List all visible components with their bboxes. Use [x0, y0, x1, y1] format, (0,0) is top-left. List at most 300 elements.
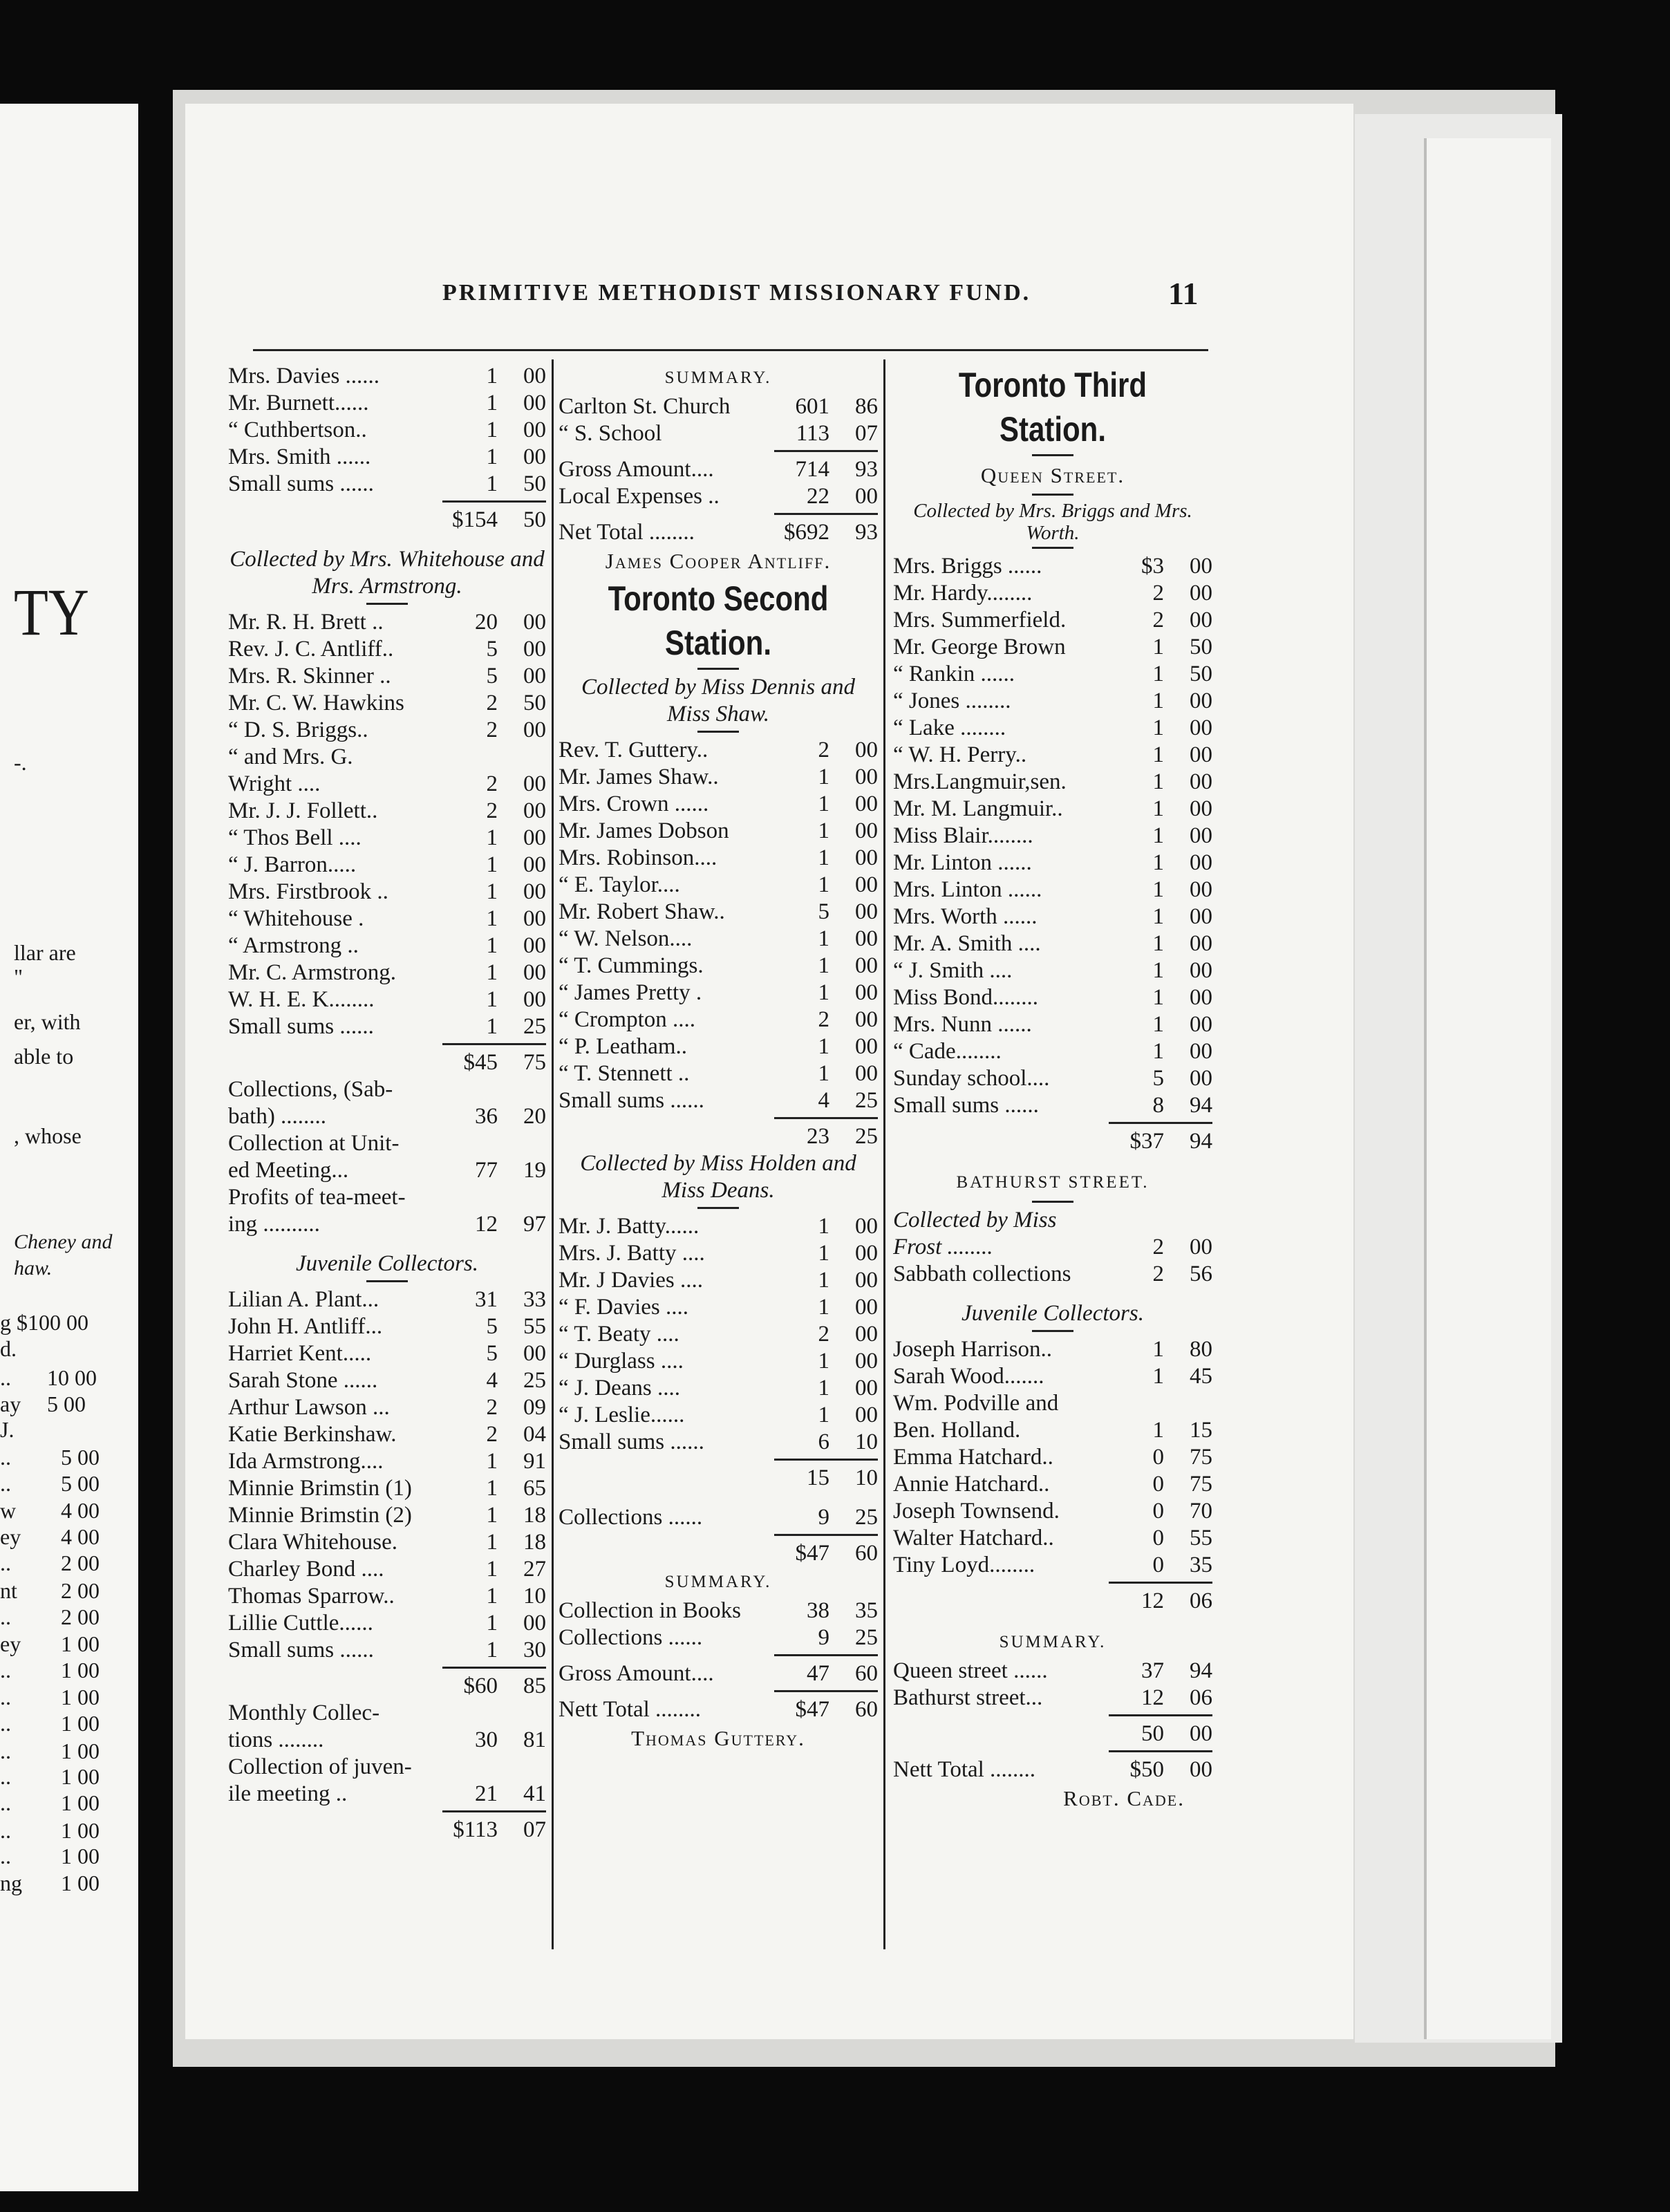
left-page-text: ..: [0, 1764, 11, 1789]
left-page-amount: 1 00: [61, 1658, 100, 1683]
entry-label: “ J. Deans ....: [559, 1376, 680, 1400]
amount-cents: 10: [855, 1465, 878, 1490]
amount-dollars: 1: [818, 980, 829, 1005]
entry-label: Tiny Loyd........: [893, 1553, 1035, 1577]
ledger-row: [228, 1421, 546, 1448]
entry-label: ed Meeting...: [228, 1158, 349, 1183]
collector-note: Collected by Miss Dennis and Miss Shaw.: [581, 675, 855, 727]
entry-label: Small sums ......: [559, 1430, 704, 1454]
street-heading: Queen Street.: [980, 463, 1125, 487]
sum-rule: [442, 1810, 546, 1812]
ledger-row: [893, 1092, 1212, 1119]
ledger-row: [893, 688, 1212, 715]
left-page-text: g $100 00: [0, 1310, 88, 1335]
entry-label: “ J. Smith ....: [893, 958, 1013, 983]
amount-cents: 60: [855, 1541, 878, 1566]
amount-cents: 00: [855, 872, 878, 897]
amount-cents: 86: [855, 394, 878, 419]
amount-cents: 00: [855, 980, 878, 1005]
entry-label: Mr. J. J. Follett..: [228, 798, 378, 823]
sum-rule: [1109, 1750, 1212, 1752]
amount-dollars: 20: [475, 610, 498, 635]
amount-dollars: 714: [795, 457, 829, 482]
signature: Robt. Cade.: [1063, 1786, 1185, 1810]
entry-label: Mr. Burnett......: [228, 391, 369, 415]
amount-dollars: 4: [486, 1368, 498, 1393]
entry-label: Mr. Robert Shaw..: [559, 899, 725, 924]
ledger-row: [559, 1294, 878, 1321]
ledger-row: [559, 872, 878, 899]
left-page-text: , whose: [14, 1123, 82, 1148]
amount-dollars: 6: [818, 1430, 829, 1454]
entry-label: Carlton St. Church: [559, 394, 731, 419]
ledger-row: [893, 1756, 1212, 1783]
amount-cents: 09: [523, 1395, 546, 1420]
ledger-row: [228, 444, 546, 471]
street-heading: BATHURST STREET.: [956, 1173, 1150, 1192]
amount-dollars: 2: [1152, 581, 1164, 606]
entry-label: Mr. James Dobson: [559, 818, 729, 843]
ledger-row: [893, 661, 1212, 688]
amount-cents: 00: [523, 852, 546, 877]
amount-dollars: 1: [486, 444, 498, 469]
ledger-row: [559, 483, 878, 510]
left-page-amount: 4 00: [61, 1498, 100, 1523]
amount-dollars: 1: [818, 845, 829, 870]
ledger-row: [559, 1321, 878, 1348]
entry-label: Mr. C. Armstrong.: [228, 960, 396, 985]
amount-cents: 91: [523, 1449, 546, 1474]
entry-label: Collections, (Sab-: [228, 1077, 393, 1102]
amount-cents: 00: [1190, 796, 1212, 821]
amount-dollars: 1: [486, 364, 498, 388]
ledger-row: [559, 1087, 878, 1114]
ledger-row: [893, 1261, 1212, 1288]
ledger-row: [559, 818, 878, 845]
amount-dollars: 23: [807, 1124, 829, 1149]
amount-dollars: 15: [807, 1465, 829, 1490]
amount-cents: 00: [855, 1295, 878, 1320]
ledger-row: [228, 417, 546, 444]
ledger-row: [228, 1502, 546, 1529]
signature: Thomas Guttery.: [631, 1726, 805, 1750]
amount-dollars: $47: [795, 1697, 829, 1722]
left-page-text: ..: [0, 1550, 11, 1575]
entry-label: “ Armstrong ..: [228, 933, 359, 958]
ledger-row: [559, 1624, 878, 1651]
amount-cents: 00: [523, 933, 546, 958]
amount-cents: 00: [1190, 554, 1212, 579]
entry-label: Lilian A. Plant...: [228, 1287, 379, 1312]
signature: James Cooper Antliff.: [605, 549, 832, 573]
amount-dollars: 5: [486, 664, 498, 688]
ledger-row: [228, 771, 546, 798]
amount-cents: 00: [1190, 1721, 1212, 1746]
amount-dollars: 1: [486, 852, 498, 877]
subtotal-row: [228, 1673, 546, 1700]
ledger-row: [228, 1103, 546, 1130]
left-page-text: ..: [0, 1658, 11, 1683]
entry-label: Collection at Unit-: [228, 1131, 400, 1156]
entry-label: ile meeting ..: [228, 1781, 348, 1806]
amount-dollars: 1: [486, 471, 498, 496]
left-page-text: Cheney and: [14, 1230, 113, 1253]
amount-cents: 00: [523, 391, 546, 415]
amount-cents: 00: [855, 845, 878, 870]
ledger-row: [893, 769, 1212, 796]
ledger-row: [228, 363, 546, 390]
amount-dollars: $45: [463, 1050, 498, 1075]
amount-cents: 00: [1190, 823, 1212, 848]
entry-label: Miss Blair........: [893, 823, 1033, 848]
amount-cents: 25: [855, 1625, 878, 1650]
entry-label: “ P. Leatham..: [559, 1034, 688, 1059]
amount-dollars: 1: [486, 1476, 498, 1501]
page-header: PRIMITIVE METHODIST MISSIONARY FUND.: [442, 280, 1031, 306]
left-page-amount: 1 00: [61, 1685, 100, 1709]
amount-dollars: 1: [1152, 1418, 1164, 1443]
ledger-row: [893, 1525, 1212, 1552]
sum-rule: [774, 1654, 878, 1656]
entry-label: Mrs. J. Batty ....: [559, 1241, 705, 1266]
ledger-row: [228, 959, 546, 986]
amount-dollars: 2: [486, 771, 498, 796]
amount-dollars: 22: [807, 484, 829, 509]
amount-dollars: 1: [486, 1530, 498, 1555]
entry-label: “ T. Beaty ....: [559, 1322, 679, 1347]
amount-cents: 00: [1190, 985, 1212, 1010]
amount-cents: 55: [1190, 1526, 1212, 1550]
entry-label: Annie Hatchard..: [893, 1472, 1050, 1497]
ledger-row: [893, 1038, 1212, 1065]
entry-label: Sarah Wood.......: [893, 1364, 1044, 1389]
amount-dollars: 0: [1152, 1472, 1164, 1497]
ledger-row: [893, 850, 1212, 877]
left-page-amount: 5 00: [61, 1445, 100, 1470]
amount-cents: 00: [855, 1007, 878, 1032]
amount-cents: 60: [855, 1661, 878, 1686]
amount-cents: 50: [523, 471, 546, 496]
entry-label: Lillie Cuttle......: [228, 1611, 373, 1635]
entry-label: Sunday school....: [893, 1066, 1050, 1091]
amount-dollars: 8: [1152, 1093, 1164, 1118]
amount-dollars: 2: [1152, 1262, 1164, 1286]
column-divider: [883, 359, 885, 1949]
amount-dollars: 1: [818, 1268, 829, 1293]
station-title: Toronto Third Station.: [958, 366, 1147, 449]
ledger-row: [228, 390, 546, 417]
column-2: [559, 363, 878, 1754]
ledger-row: [893, 1552, 1212, 1579]
amount-dollars: 1: [1152, 1039, 1164, 1064]
left-page-text: TY: [14, 575, 89, 649]
amount-dollars: 1: [486, 933, 498, 958]
amount-dollars: 1: [818, 1214, 829, 1239]
amount-cents: 25: [855, 1088, 878, 1113]
amount-dollars: 2: [486, 718, 498, 742]
amount-cents: 00: [855, 818, 878, 843]
entry-label: Mrs. Summerfield.: [893, 608, 1067, 632]
amount-cents: 30: [523, 1638, 546, 1662]
amount-cents: 50: [1190, 635, 1212, 659]
amount-dollars: 9: [818, 1505, 829, 1530]
amount-cents: 93: [855, 520, 878, 545]
left-page-text: ..: [0, 1844, 11, 1868]
left-page-text: ..: [0, 1365, 11, 1390]
amount-cents: 00: [855, 953, 878, 978]
ledger-row: [559, 926, 878, 953]
separator-dash: [1032, 1201, 1073, 1203]
entry-label: “ Thos Bell ....: [228, 825, 362, 850]
amount-cents: 65: [523, 1476, 546, 1501]
amount-cents: 00: [1190, 958, 1212, 983]
left-page-amount: 1 00: [61, 1764, 100, 1789]
amount-dollars: 1: [486, 391, 498, 415]
amount-cents: 00: [855, 1322, 878, 1347]
ledger-row: [893, 984, 1212, 1011]
ledger-row: [893, 1471, 1212, 1498]
entry-label: Clara Whitehouse.: [228, 1530, 397, 1555]
left-page-text: ..: [0, 1445, 11, 1470]
entry-label: Walter Hatchard..: [893, 1526, 1054, 1550]
amount-cents: 45: [1190, 1364, 1212, 1389]
entry-label: Mr. M. Langmuir..: [893, 796, 1063, 821]
entry-label: Ben. Holland.: [893, 1418, 1021, 1443]
amount-dollars: $47: [795, 1541, 829, 1566]
amount-cents: 00: [855, 899, 878, 924]
subtotal-row: [893, 1588, 1212, 1615]
amount-cents: 06: [1190, 1685, 1212, 1710]
ledger-row: [893, 1498, 1212, 1525]
ledger-row: [893, 715, 1212, 742]
separator-dash: [697, 731, 739, 733]
amount-dollars: 1: [486, 1584, 498, 1609]
ledger-row: [228, 879, 546, 906]
entry-label: Small sums ......: [228, 471, 374, 496]
left-page-text: -.: [14, 750, 27, 775]
amount-dollars: 47: [807, 1661, 829, 1686]
amount-dollars: 1: [486, 906, 498, 931]
entry-label: Small sums ......: [559, 1088, 704, 1113]
amount-cents: 00: [523, 960, 546, 985]
amount-dollars: 1: [818, 926, 829, 951]
left-page-text: ..: [0, 1604, 11, 1629]
left-page-text: ng: [0, 1871, 22, 1895]
entry-label: “ D. S. Briggs..: [228, 718, 368, 742]
sum-rule: [774, 1690, 878, 1692]
amount-cents: 35: [855, 1598, 878, 1623]
entry-label: “ F. Davies ....: [559, 1295, 688, 1320]
collector-note: Collected by Mrs. Whitehouse and Mrs. Armstrong.: [229, 547, 545, 599]
ledger-row: [559, 980, 878, 1006]
amount-dollars: 5: [486, 1314, 498, 1339]
entry-label: tions ........: [228, 1727, 324, 1752]
ledger-row: [559, 1597, 878, 1624]
amount-cents: 00: [855, 765, 878, 789]
amount-cents: 00: [523, 825, 546, 850]
amount-cents: 00: [1190, 1066, 1212, 1091]
ledger-row: [228, 609, 546, 636]
ledger-row: [228, 1340, 546, 1367]
ledger-row: [228, 1700, 546, 1727]
entry-label: “ S. School: [559, 421, 662, 446]
entry-label: Local Expenses ..: [559, 484, 720, 509]
ledger-row: [228, 932, 546, 959]
amount-cents: 00: [523, 1341, 546, 1366]
amount-dollars: 1: [818, 872, 829, 897]
ledger-row: [228, 690, 546, 717]
entry-label: Charley Bond ....: [228, 1557, 384, 1582]
separator-dash: [697, 1207, 739, 1209]
left-page-text: ..: [0, 1738, 11, 1763]
amount-cents: 00: [1190, 581, 1212, 606]
ledger-row: [893, 796, 1212, 823]
amount-cents: 70: [1190, 1499, 1212, 1524]
left-page-text: ey: [0, 1524, 21, 1549]
amount-dollars: 1: [1152, 688, 1164, 713]
amount-dollars: 1: [1152, 985, 1164, 1010]
ledger-row: [559, 1006, 878, 1033]
page-stack: [1424, 138, 1551, 2039]
amount-dollars: 1: [818, 953, 829, 978]
amount-dollars: 1: [1152, 796, 1164, 821]
amount-cents: 04: [523, 1422, 546, 1447]
entry-label: Collections ......: [559, 1625, 703, 1650]
amount-cents: 00: [523, 879, 546, 904]
separator-dash: [1032, 454, 1073, 456]
amount-dollars: 4: [818, 1088, 829, 1113]
amount-dollars: 1: [1152, 823, 1164, 848]
subtotal-row: [559, 1540, 878, 1567]
sum-rule: [1109, 1122, 1212, 1124]
amount-dollars: 1: [486, 418, 498, 442]
entry-label: Sarah Stone ......: [228, 1368, 378, 1393]
entry-label: “ Crompton ....: [559, 1007, 695, 1032]
left-page-text: nt: [0, 1578, 17, 1603]
left-page-amount: 2 00: [61, 1604, 100, 1629]
amount-dollars: 1: [1152, 931, 1164, 956]
ledger-row: [228, 1313, 546, 1340]
amount-cents: 00: [1190, 850, 1212, 875]
amount-dollars: 0: [1152, 1445, 1164, 1470]
amount-dollars: 1: [818, 1241, 829, 1266]
entry-label: Mrs. Worth ......: [893, 904, 1038, 929]
amount-dollars: 1: [1152, 662, 1164, 686]
ledger-row: [559, 1348, 878, 1375]
top-rule: [253, 349, 1208, 351]
entry-label: Thomas Sparrow..: [228, 1584, 395, 1609]
entry-label: Queen street ......: [893, 1658, 1048, 1683]
amount-cents: 06: [1190, 1588, 1212, 1613]
ledger-row: [893, 1444, 1212, 1471]
left-page-amount: 1 00: [61, 1871, 100, 1895]
amount-cents: 94: [1190, 1658, 1212, 1683]
amount-dollars: 38: [807, 1598, 829, 1623]
entry-label: Monthly Collec-: [228, 1700, 380, 1725]
column-1: [228, 363, 546, 1844]
ledger-row: [559, 1213, 878, 1240]
ledger-row: [228, 1475, 546, 1502]
entry-label: Mr. Linton ......: [893, 850, 1032, 875]
left-page-amount: 2 00: [61, 1550, 100, 1575]
amount-dollars: 0: [1152, 1526, 1164, 1550]
amount-dollars: 1: [1152, 742, 1164, 767]
amount-dollars: 0: [1152, 1553, 1164, 1577]
amount-cents: 00: [855, 738, 878, 762]
subtotal-row: [228, 1049, 546, 1076]
left-page-amount: 2 00: [61, 1578, 100, 1603]
entry-label: “ Lake ........: [893, 715, 1006, 740]
ledger-row: [559, 1429, 878, 1456]
entry-label: Small sums ......: [228, 1014, 374, 1039]
amount-cents: 80: [1190, 1337, 1212, 1362]
juvenile-heading: Juvenile Collectors.: [296, 1251, 478, 1276]
ledger-row: [228, 1367, 546, 1394]
entry-label: Minnie Brimstin (2): [228, 1503, 412, 1528]
amount-dollars: 1: [1152, 850, 1164, 875]
entry-label: “ E. Taylor....: [559, 872, 680, 897]
amount-dollars: 50: [1141, 1721, 1164, 1746]
amount-cents: 60: [855, 1697, 878, 1722]
amount-cents: 18: [523, 1530, 546, 1555]
amount-dollars: 1: [486, 1557, 498, 1582]
amount-cents: 00: [855, 484, 878, 509]
ledger-row: [559, 1033, 878, 1060]
ledger-row: [893, 1685, 1212, 1712]
left-page-amount: 1 00: [61, 1711, 100, 1736]
entry-label: Frost ........: [893, 1235, 993, 1259]
left-page-amount: 5 00: [61, 1471, 100, 1496]
ledger-row: [228, 1556, 546, 1583]
ledger-row: [228, 1781, 546, 1808]
entry-label: Mrs. Smith ......: [228, 444, 371, 469]
amount-cents: 81: [523, 1727, 546, 1752]
amount-cents: 00: [523, 718, 546, 742]
amount-dollars: 30: [475, 1727, 498, 1752]
ledger-row: [228, 471, 546, 498]
subtotal-row: [228, 1817, 546, 1844]
amount-dollars: 1: [818, 1403, 829, 1427]
amount-dollars: 1: [818, 1034, 829, 1059]
entry-label: Sabbath collections: [893, 1262, 1071, 1286]
ledger-row: [893, 1234, 1212, 1261]
subtotal-row: [559, 1465, 878, 1492]
subtotal-row: [893, 1128, 1212, 1155]
summary-heading: SUMMARY.: [664, 368, 772, 387]
ledger-row: [893, 1065, 1212, 1092]
entry-label: Gross Amount....: [559, 457, 714, 482]
left-page-text: J.: [0, 1417, 15, 1442]
amount-cents: 00: [1190, 608, 1212, 632]
amount-cents: 55: [523, 1314, 546, 1339]
amount-dollars: 5: [486, 637, 498, 662]
entry-label: Nett Total ........: [559, 1697, 702, 1722]
ledger-row: [228, 1157, 546, 1184]
amount-dollars: 1: [486, 960, 498, 985]
amount-dollars: 2: [486, 1395, 498, 1420]
entry-label: ing ..........: [228, 1212, 320, 1237]
ledger-row: [228, 852, 546, 879]
ledger-row: [228, 1184, 546, 1211]
separator-dash: [1032, 547, 1073, 549]
ledger-row: [893, 1011, 1212, 1038]
entry-label: Mrs. R. Skinner ..: [228, 664, 391, 688]
collector-note: Collected by Mrs. Briggs and Mrs. Worth.: [913, 500, 1192, 544]
ledger-row: [559, 1060, 878, 1087]
amount-cents: 00: [855, 1403, 878, 1427]
left-page-amount: 1 00: [61, 1790, 100, 1815]
amount-dollars: $60: [463, 1674, 498, 1698]
